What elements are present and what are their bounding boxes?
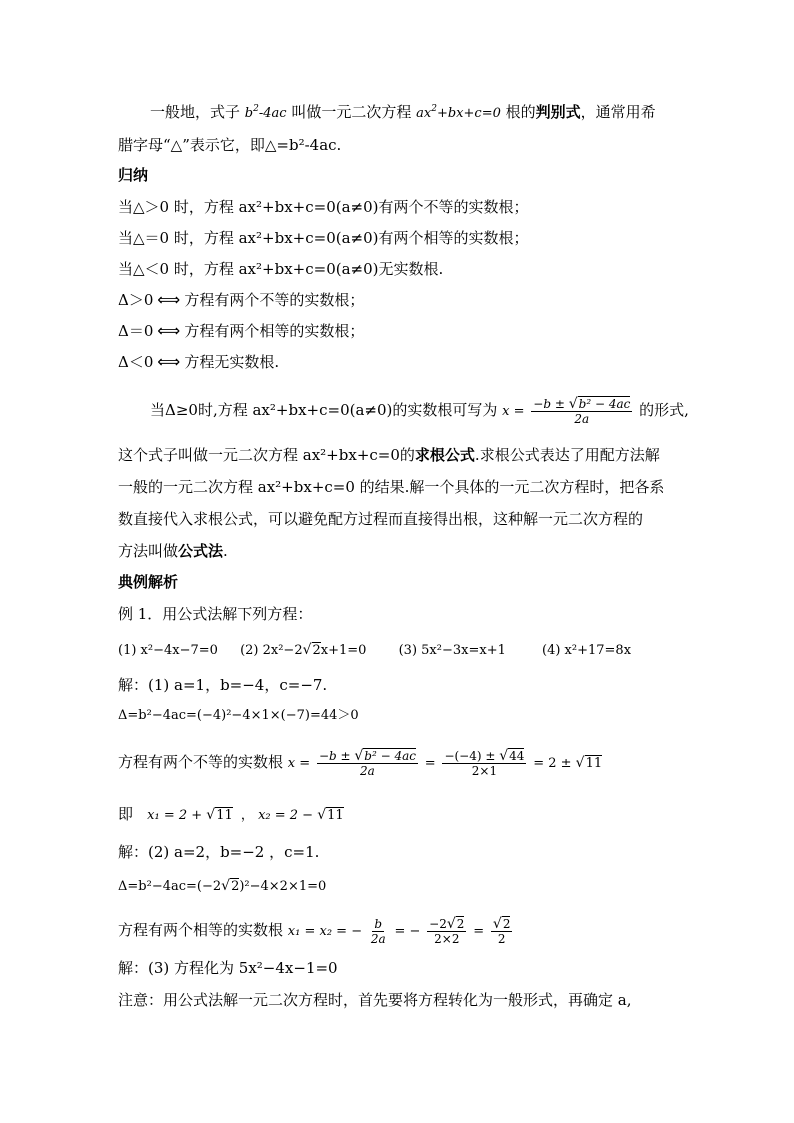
- solution-3: 解：(3) 方程化为 5x²−4x−1=0: [118, 959, 338, 977]
- solution-1-discriminant: Δ=b²−4ac=(−4)²−4×1×(−7)=44＞0: [118, 708, 359, 723]
- text: 方法叫做: [118, 542, 179, 560]
- text: 根的: [505, 103, 536, 121]
- expr-quadratic: $ax^2+bx+c=0$: [416, 104, 501, 121]
- text: Δ=b²−4ac=(−2: [118, 879, 222, 894]
- definition-line-2: 腊字母“△”表示它，即△=b²-4ac.: [118, 136, 342, 154]
- numerator: −2: [429, 916, 447, 931]
- radicand: 11: [585, 756, 603, 771]
- solution-2-roots: 方程有两个相等的实数根 x₁ = x₂ = − $\frac{b}{2a}$ = − $\frac{-2√2}{2\times 2}$ = $\frac{√2}{2}$: [118, 915, 511, 946]
- fraction-b-2a: [369, 917, 388, 946]
- term-discriminant: 判别式: [535, 103, 581, 121]
- definition-line-1: [150, 102, 656, 124]
- term-root-formula: 求根公式: [414, 446, 475, 464]
- equiv-zero: [118, 321, 364, 341]
- text: 叫做一元二次方程: [291, 103, 412, 121]
- delta-condition: Δ＝0: [118, 322, 154, 340]
- text: 这个式子叫做一元二次方程 ax²+bx+c=0的: [118, 446, 415, 464]
- text: 方程有两个不等的实数根；: [184, 291, 365, 309]
- term-formula-method: 公式法: [178, 542, 224, 560]
- denominator: 2a: [574, 411, 590, 426]
- numerator: b: [374, 916, 383, 931]
- text: (2) 2x²−2: [240, 643, 303, 658]
- equiv-positive: [118, 290, 364, 310]
- text: ，通常用希: [580, 103, 656, 121]
- general-formula: $\frac{\text{−b ± √b² − 4ac}}{2a}$: [318, 747, 416, 778]
- radicand: 11: [216, 808, 233, 823]
- solution-1-coefficients: 解：(1) a=1，b=−4，c=−7.: [118, 676, 328, 694]
- radicand: 11: [327, 808, 344, 823]
- numerator: −b ±: [318, 748, 355, 763]
- text: 方程有两个不等的实数根: [118, 753, 284, 771]
- radicand: 2: [502, 916, 511, 931]
- formula-x: x =: [502, 404, 525, 419]
- fraction-substituted: $\frac{-2√2}{2\times 2}$: [429, 915, 465, 946]
- formula-paragraph-1: [118, 445, 660, 465]
- case-negative: 当△＜0 时，方程 ax²+bx+c=0(a≠0)无实数根.: [118, 260, 444, 278]
- text: 即: [118, 805, 134, 823]
- problem-3: (3) 5x²−3x=x+1: [398, 643, 506, 658]
- radicand: 2: [231, 879, 240, 894]
- text: )²−4×2×1=0: [239, 879, 327, 894]
- radicand: b² − 4ac: [364, 748, 416, 763]
- denominator: 2×2: [434, 931, 460, 946]
- note-line: 注意：用公式法解一元二次方程时，首先要将方程转化为一般形式，再确定 a,: [118, 991, 632, 1009]
- solution-1-roots: 即 x₁ = 2 + √11 ， x₂ = 2 − √11: [118, 805, 344, 823]
- quadratic-formula: $\frac{\text{−b ± √b² − 4ac}}{2a}$: [533, 395, 631, 426]
- formula-x: x =: [287, 756, 311, 771]
- examples-heading: 典例解析: [118, 573, 179, 591]
- radicand: 2: [456, 916, 465, 931]
- problem-4: (4) x²+17=8x: [542, 643, 632, 658]
- delta-condition: Δ＞0: [118, 291, 154, 309]
- delta-condition: Δ＜0: [118, 353, 154, 371]
- root-x1: x₁ = 2 +: [147, 808, 207, 823]
- radicand: b² − 4ac: [578, 396, 631, 411]
- result: = 2 ±: [533, 756, 576, 771]
- formula-x: x₁ = x₂ = −: [287, 924, 363, 939]
- solution-1-roots-formula: 方程有两个不等的实数根 x = $\frac{\text{−b ± √b² − 4ac}}{2a}$ = $\frac{-(-4) \pm √44}{2\times 1}$ = 2 ± √11: [118, 747, 603, 778]
- equivalence-arrow-icon: ⟺: [157, 352, 181, 371]
- radicand: 44: [509, 748, 525, 763]
- example-1-problems: [118, 640, 631, 661]
- equivalence-arrow-icon: ⟺: [157, 321, 181, 340]
- text: .求根公式表达了用配方法解: [474, 446, 660, 464]
- equiv-negative: [118, 352, 279, 372]
- formula-paragraph-2: 一般的一元二次方程 ax²+bx+c=0 的结果.解一个具体的一元二次方程时，把各系: [118, 478, 665, 496]
- text: 方程有两个相等的实数根；: [184, 322, 365, 340]
- denominator: 2a: [370, 931, 386, 946]
- text: 当Δ≥0时,方程 ax²+bx+c=0(a≠0)的实数根可写为: [150, 401, 498, 419]
- problem-1: (1) x²−4x−7=0: [118, 643, 218, 658]
- numerator: −(−4) ±: [444, 748, 500, 763]
- text: 的形式,: [639, 401, 689, 419]
- summary-heading: 归纳: [118, 166, 149, 184]
- case-positive: 当△＞0 时，方程 ax²+bx+c=0(a≠0)有两个不等的实数根；: [118, 198, 529, 216]
- radicand: 2: [312, 643, 321, 658]
- text: 一般地，式子: [150, 103, 241, 121]
- problem-2: (2) 2x²−2√2x+1=0: [240, 642, 367, 658]
- text: 方程无实数根.: [184, 353, 280, 371]
- denominator: 2: [497, 931, 506, 946]
- denominator: 2×1: [471, 763, 498, 778]
- text: 方程有两个相等的实数根: [118, 921, 284, 939]
- substituted-formula: $\frac{-(-4) \pm √44}{2\times 1}$: [444, 747, 525, 778]
- equivalence-arrow-icon: ⟺: [157, 290, 181, 309]
- denominator: 2a: [360, 763, 375, 778]
- text: x+1=0: [320, 643, 367, 658]
- text: .: [223, 542, 228, 560]
- fraction-result: $\frac{√2}{2}$: [492, 915, 511, 946]
- case-zero: 当△＝0 时，方程 ax²+bx+c=0(a≠0)有两个相等的实数根；: [118, 229, 529, 247]
- root-x2: x₂ = 2 −: [258, 808, 318, 823]
- formula-paragraph-3: 数直接代入求根公式，可以避免配方过程而直接得出根，这种解一元二次方程的: [118, 510, 644, 528]
- quadratic-formula-line: [150, 392, 689, 430]
- solution-2-discriminant: Δ=b²−4ac=(−2√2)²−4×2×1=0: [118, 878, 327, 894]
- numerator: −b ±: [533, 396, 569, 411]
- example-1-title: 例 1．用公式法解下列方程：: [118, 605, 313, 623]
- expr-discriminant: $b^2-4ac$: [244, 104, 287, 121]
- formula-paragraph-4: [118, 541, 228, 561]
- solution-2-coefficients: 解：(2) a=2，b=−2 ，c=1.: [118, 843, 320, 861]
